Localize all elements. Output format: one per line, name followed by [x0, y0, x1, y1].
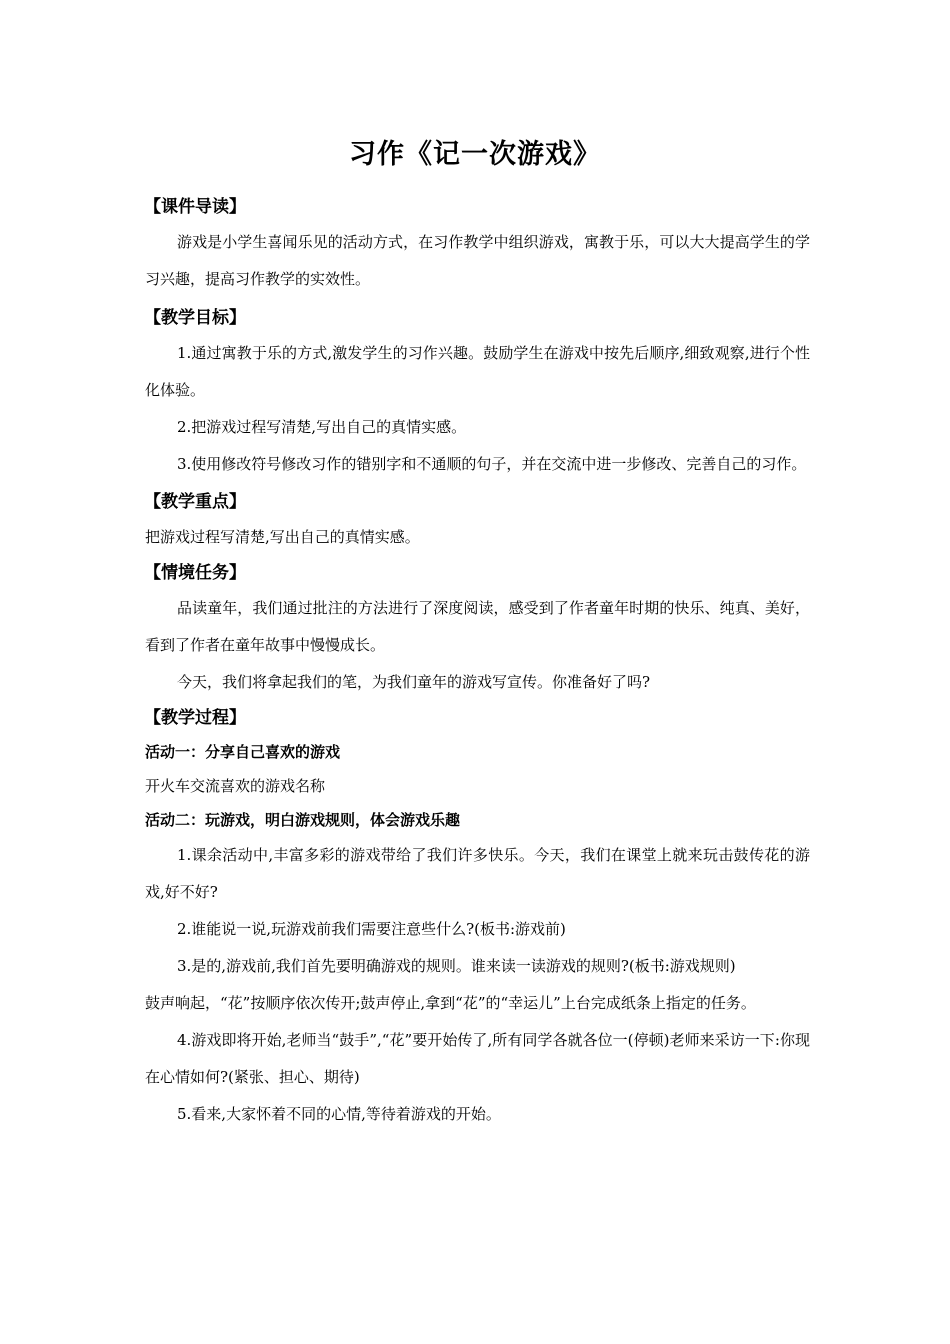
- goal-item-1: 1.通过寓教于乐的方式,激发学生的习作兴趣。鼓励学生在游戏中按先后顺序,细致观察,进行个性化体验。: [145, 344, 810, 399]
- activity-2-step-3: 3.是的,游戏前,我们首先要明确游戏的规则。谁来读一读游戏的规则?(板书:游戏规则): [177, 957, 736, 975]
- document-title: 习作《记一次游戏》: [349, 139, 601, 170]
- focus-paragraph: 把游戏过程写清楚,写出自己的真情实感。: [145, 528, 420, 546]
- activity-1-paragraph: 开火车交流喜欢的游戏名称: [145, 777, 326, 795]
- activity-2-step-1: 1.课余活动中,丰富多彩的游戏带给了我们许多快乐。今天，我们在课堂上就来玩击鼓传花的游戏,好不好?: [145, 846, 810, 901]
- activity-1-title: 活动一：分享自己喜欢的游戏: [145, 743, 341, 761]
- section-heading-goals: 【教学目标】: [144, 308, 246, 328]
- section-heading-focus: 【教学重点】: [144, 492, 246, 512]
- section-heading-scenario: 【情境任务】: [144, 563, 246, 583]
- scenario-paragraph-2: 今天，我们将拿起我们的笔，为我们童年的游戏写宣传。你准备好了吗?: [177, 673, 651, 691]
- activity-2-rules: 鼓声响起，“花”按顺序依次传开;鼓声停止,拿到“花”的“幸运儿”上台完成纸条上指定的任务。: [145, 994, 756, 1012]
- activity-2-step-4: 4.游戏即将开始,老师当“鼓手”,“花”要开始传了,所有同学各就各位一(停顿)老师来采访一下:你现在心情如何?(紧张、担心、期待): [145, 1031, 810, 1086]
- activity-2-step-5: 5.看来,大家怀着不同的心情,等待着游戏的开始。: [177, 1105, 501, 1123]
- section-heading-guide: 【课件导读】: [144, 197, 246, 217]
- guide-paragraph: 游戏是小学生喜闻乐见的活动方式，在习作教学中组织游戏，寓教于乐，可以大大提高学生的学习兴趣，提高习作教学的实效性。: [145, 233, 810, 288]
- goal-item-2: 2.把游戏过程写清楚,写出自己的真情实感。: [177, 418, 467, 436]
- activity-2-step-2: 2.谁能说一说,玩游戏前我们需要注意些什么?(板书:游戏前): [177, 920, 566, 938]
- document-body: [145, 190, 810, 1133]
- section-heading-process: 【教学过程】: [144, 708, 246, 728]
- goal-item-3: 3.使用修改符号修改习作的错别字和不通顺的句子，并在交流中进一步修改、完善自己的习作。: [177, 455, 807, 473]
- scenario-paragraph-1: 品读童年，我们通过批注的方法进行了深度阅读，感受到了作者童年时期的快乐、纯真、美好，看到了作者在童年故事中慢慢成长。: [145, 599, 810, 654]
- activity-2-title: 活动二：玩游戏，明白游戏规则，体会游戏乐趣: [145, 811, 461, 829]
